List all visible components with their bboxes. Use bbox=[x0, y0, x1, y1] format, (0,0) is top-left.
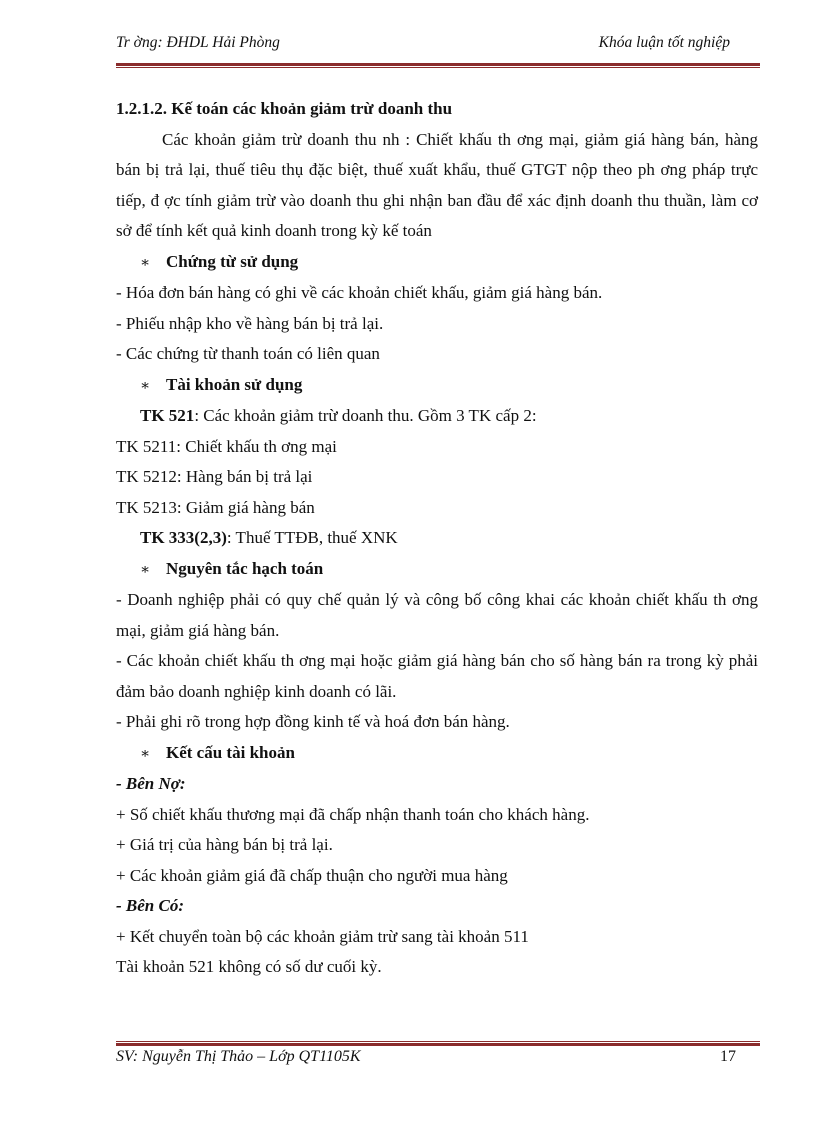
asterisk-icon: ∗ bbox=[140, 254, 151, 271]
intro-paragraph: Các khoản giảm trừ doanh thu nh : Chiết khấu th ơng mại, giảm giá hàng bán, hàng bán bị trả lại, thuế tiêu thụ đặc biệt, thuế xuất khẩu, thuế GTGT nộp theo ph ơng pháp trực tiếp, đ ợc tính giảm trừ vào doanh thu ghi nhận ban đầu để xác định doanh thu thuần, làm cơ sở để tính kết quả kinh doanh trong kỳ kế toán bbox=[116, 129, 758, 240]
sub-account: TK 5212: Hàng bán bị trả lại bbox=[116, 467, 313, 486]
footer-rule bbox=[116, 1041, 760, 1046]
list-item: - Doanh nghiệp phải có quy chế quản lý và công bố công khai các khoản chiết khấu th ơng mại, giảm giá hàng bán. bbox=[116, 590, 758, 640]
tk333-line bbox=[116, 523, 758, 554]
list-item: - Các khoản chiết khấu th ơng mại hoặc giảm giá hàng bán cho số hàng bán ra trong kỳ phải đảm bảo doanh nghiệp kinh doanh có lãi. bbox=[116, 651, 758, 701]
ben-co-label: - Bên Có: bbox=[116, 896, 184, 915]
asterisk-icon: ∗ bbox=[140, 377, 151, 394]
list-item: - Các chứng từ thanh toán có liên quan bbox=[116, 344, 380, 363]
tk333-desc: : Thuế TTĐB, thuế XNK bbox=[226, 528, 398, 547]
page-content bbox=[116, 94, 758, 983]
header-rule bbox=[116, 63, 760, 68]
sub-account: TK 5211: Chiết khấu th ơng mại bbox=[116, 436, 337, 456]
page-header bbox=[116, 34, 758, 60]
subheading-chung-tu: ∗ Chứng từ sử dụng bbox=[116, 247, 758, 279]
list-item: - Phiếu nhập kho về hàng bán bị trả lại. bbox=[116, 313, 384, 333]
tk521-desc: : Các khoản giảm trừ doanh thu. Gồm 3 TK cấp 2: bbox=[194, 406, 537, 425]
header-school: Tr ờng: ĐHDL Hải Phòng bbox=[116, 34, 280, 51]
section-title: 1.2.1.2. Kế toán các khoản giảm trừ doanh thu bbox=[116, 99, 453, 118]
tk333-code: TK 333(2,3) bbox=[140, 528, 227, 547]
header-doc-type: Khóa luận tốt nghiệp bbox=[598, 34, 730, 51]
tk521-code: TK 521 bbox=[140, 406, 195, 425]
tk521-line bbox=[116, 401, 758, 432]
asterisk-icon: ∗ bbox=[140, 561, 151, 578]
closing-note: Tài khoản 521 không có số dư cuối kỳ. bbox=[116, 957, 382, 976]
subheading-nguyen-tac: ∗ Nguyên tắc hạch toán bbox=[116, 554, 758, 586]
footer-author: SV: Nguyễn Thị Thảo – Lớp QT1105K bbox=[116, 1048, 361, 1065]
asterisk-icon: ∗ bbox=[140, 745, 151, 762]
list-item: + Số chiết khấu thương mại đã chấp nhận thanh toán cho khách hàng. bbox=[116, 804, 590, 824]
page-number: 17 bbox=[720, 1048, 736, 1065]
list-item: - Phải ghi rõ trong hợp đồng kinh tế và hoá đơn bán hàng. bbox=[116, 712, 510, 731]
list-item: - Hóa đơn bán hàng có ghi về các khoản chiết khấu, giảm giá hàng bán. bbox=[116, 283, 603, 302]
subheading-ket-cau: ∗ Kết cấu tài khoản bbox=[116, 738, 758, 770]
ben-no-label: - Bên Nợ: bbox=[116, 774, 186, 793]
subheading-tai-khoan: ∗ Tài khoản sử dụng bbox=[116, 370, 758, 402]
list-item: + Kết chuyển toàn bộ các khoản giảm trừ sang tài khoản 511 bbox=[116, 926, 529, 946]
sub-account: TK 5213: Giảm giá hàng bán bbox=[116, 497, 315, 517]
list-item: + Giá trị của hàng bán bị trả lại. bbox=[116, 835, 333, 854]
list-item: + Các khoản giảm giá đã chấp thuận cho người mua hàng bbox=[116, 865, 508, 885]
